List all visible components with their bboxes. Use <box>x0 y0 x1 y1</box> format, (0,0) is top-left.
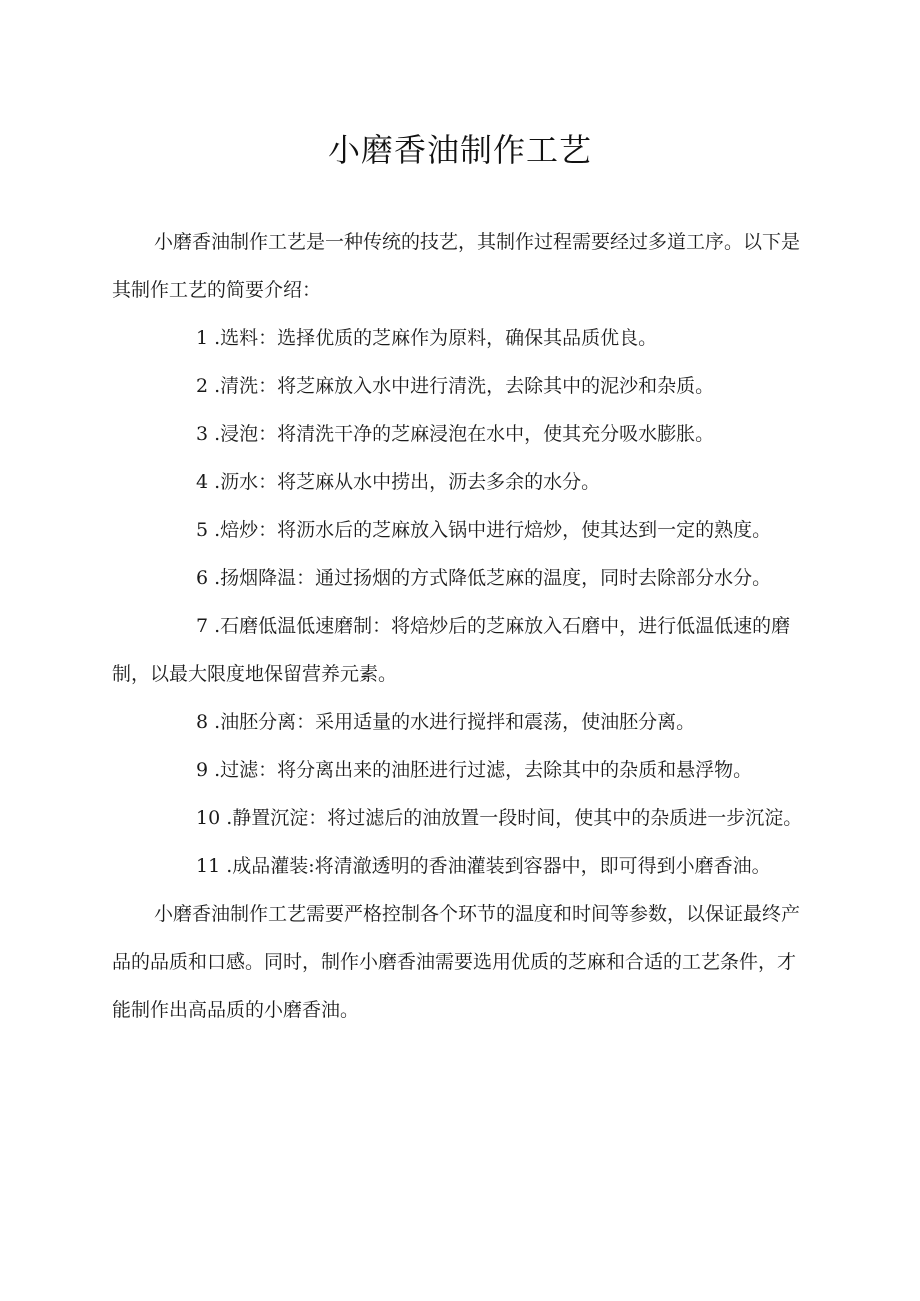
step-text: .扬烟降温：通过扬烟的方式降低芝麻的温度，同时去除部分水分。 <box>214 567 772 589</box>
step-number: 8 <box>196 711 209 733</box>
intro-paragraph: 小磨香油制作工艺是一种传统的技艺，其制作过程需要经过多道工序。以下是其制作工艺的简要介绍： <box>112 231 801 301</box>
list-item <box>112 506 812 554</box>
step-number: 2 <box>196 375 209 397</box>
step-text: .成品灌装:将清澈透明的香油灌装到容器中，即可得到小磨香油。 <box>226 855 771 877</box>
list-item <box>112 842 812 890</box>
step-text: .焙炒：将沥水后的芝麻放入锅中进行焙炒，使其达到一定的熟度。 <box>214 519 772 541</box>
step-number: 3 <box>196 423 209 445</box>
step-text: .静置沉淀：将过滤后的油放置一段时间，使其中的杂质进一步沉淀。 <box>226 807 803 829</box>
step-number: 10 <box>196 807 221 829</box>
list-item <box>112 362 812 410</box>
list-item <box>112 410 812 458</box>
step-number: 7 <box>196 615 209 637</box>
list-item <box>112 746 812 794</box>
step-number: 5 <box>196 519 209 541</box>
step-number: 6 <box>196 567 209 589</box>
document-body <box>112 218 812 1034</box>
conclusion-paragraph: 小磨香油制作工艺需要严格控制各个环节的温度和时间等参数，以保证最终产品的品质和口感。同时，制作小磨香油需要选用优质的芝麻和合适的工艺条件，才能制作出高品质的小磨香油。 <box>112 903 801 1021</box>
page-title: 小磨香油制作工艺 <box>327 131 592 169</box>
list-item <box>112 458 812 506</box>
step-number: 9 <box>196 759 209 781</box>
list-item <box>112 698 812 746</box>
step-text: .石磨低温低速磨制：将焙炒后的芝麻放入石磨中，进行低温低速的磨制，以最大限度地保留营养元素。 <box>112 615 791 685</box>
step-number: 4 <box>196 471 209 493</box>
step-text: .浸泡：将清洗干净的芝麻浸泡在水中，使其充分吸水膨胀。 <box>214 423 715 445</box>
step-text: .清洗：将芝麻放入水中进行清洗，去除其中的泥沙和杂质。 <box>214 375 715 397</box>
step-text: .沥水：将芝麻从水中捞出，沥去多余的水分。 <box>214 471 601 493</box>
step-text: .选料：选择优质的芝麻作为原料，确保其品质优良。 <box>214 327 658 349</box>
step-number: 11 <box>196 855 221 877</box>
list-item <box>112 602 812 698</box>
list-item <box>112 314 812 362</box>
list-item <box>112 554 812 602</box>
list-item <box>112 794 812 842</box>
step-text: .油胚分离：采用适量的水进行搅拌和震荡，使油胚分离。 <box>214 711 696 733</box>
step-text: .过滤：将分离出来的油胚进行过滤，去除其中的杂质和悬浮物。 <box>214 759 753 781</box>
step-number: 1 <box>196 327 209 349</box>
